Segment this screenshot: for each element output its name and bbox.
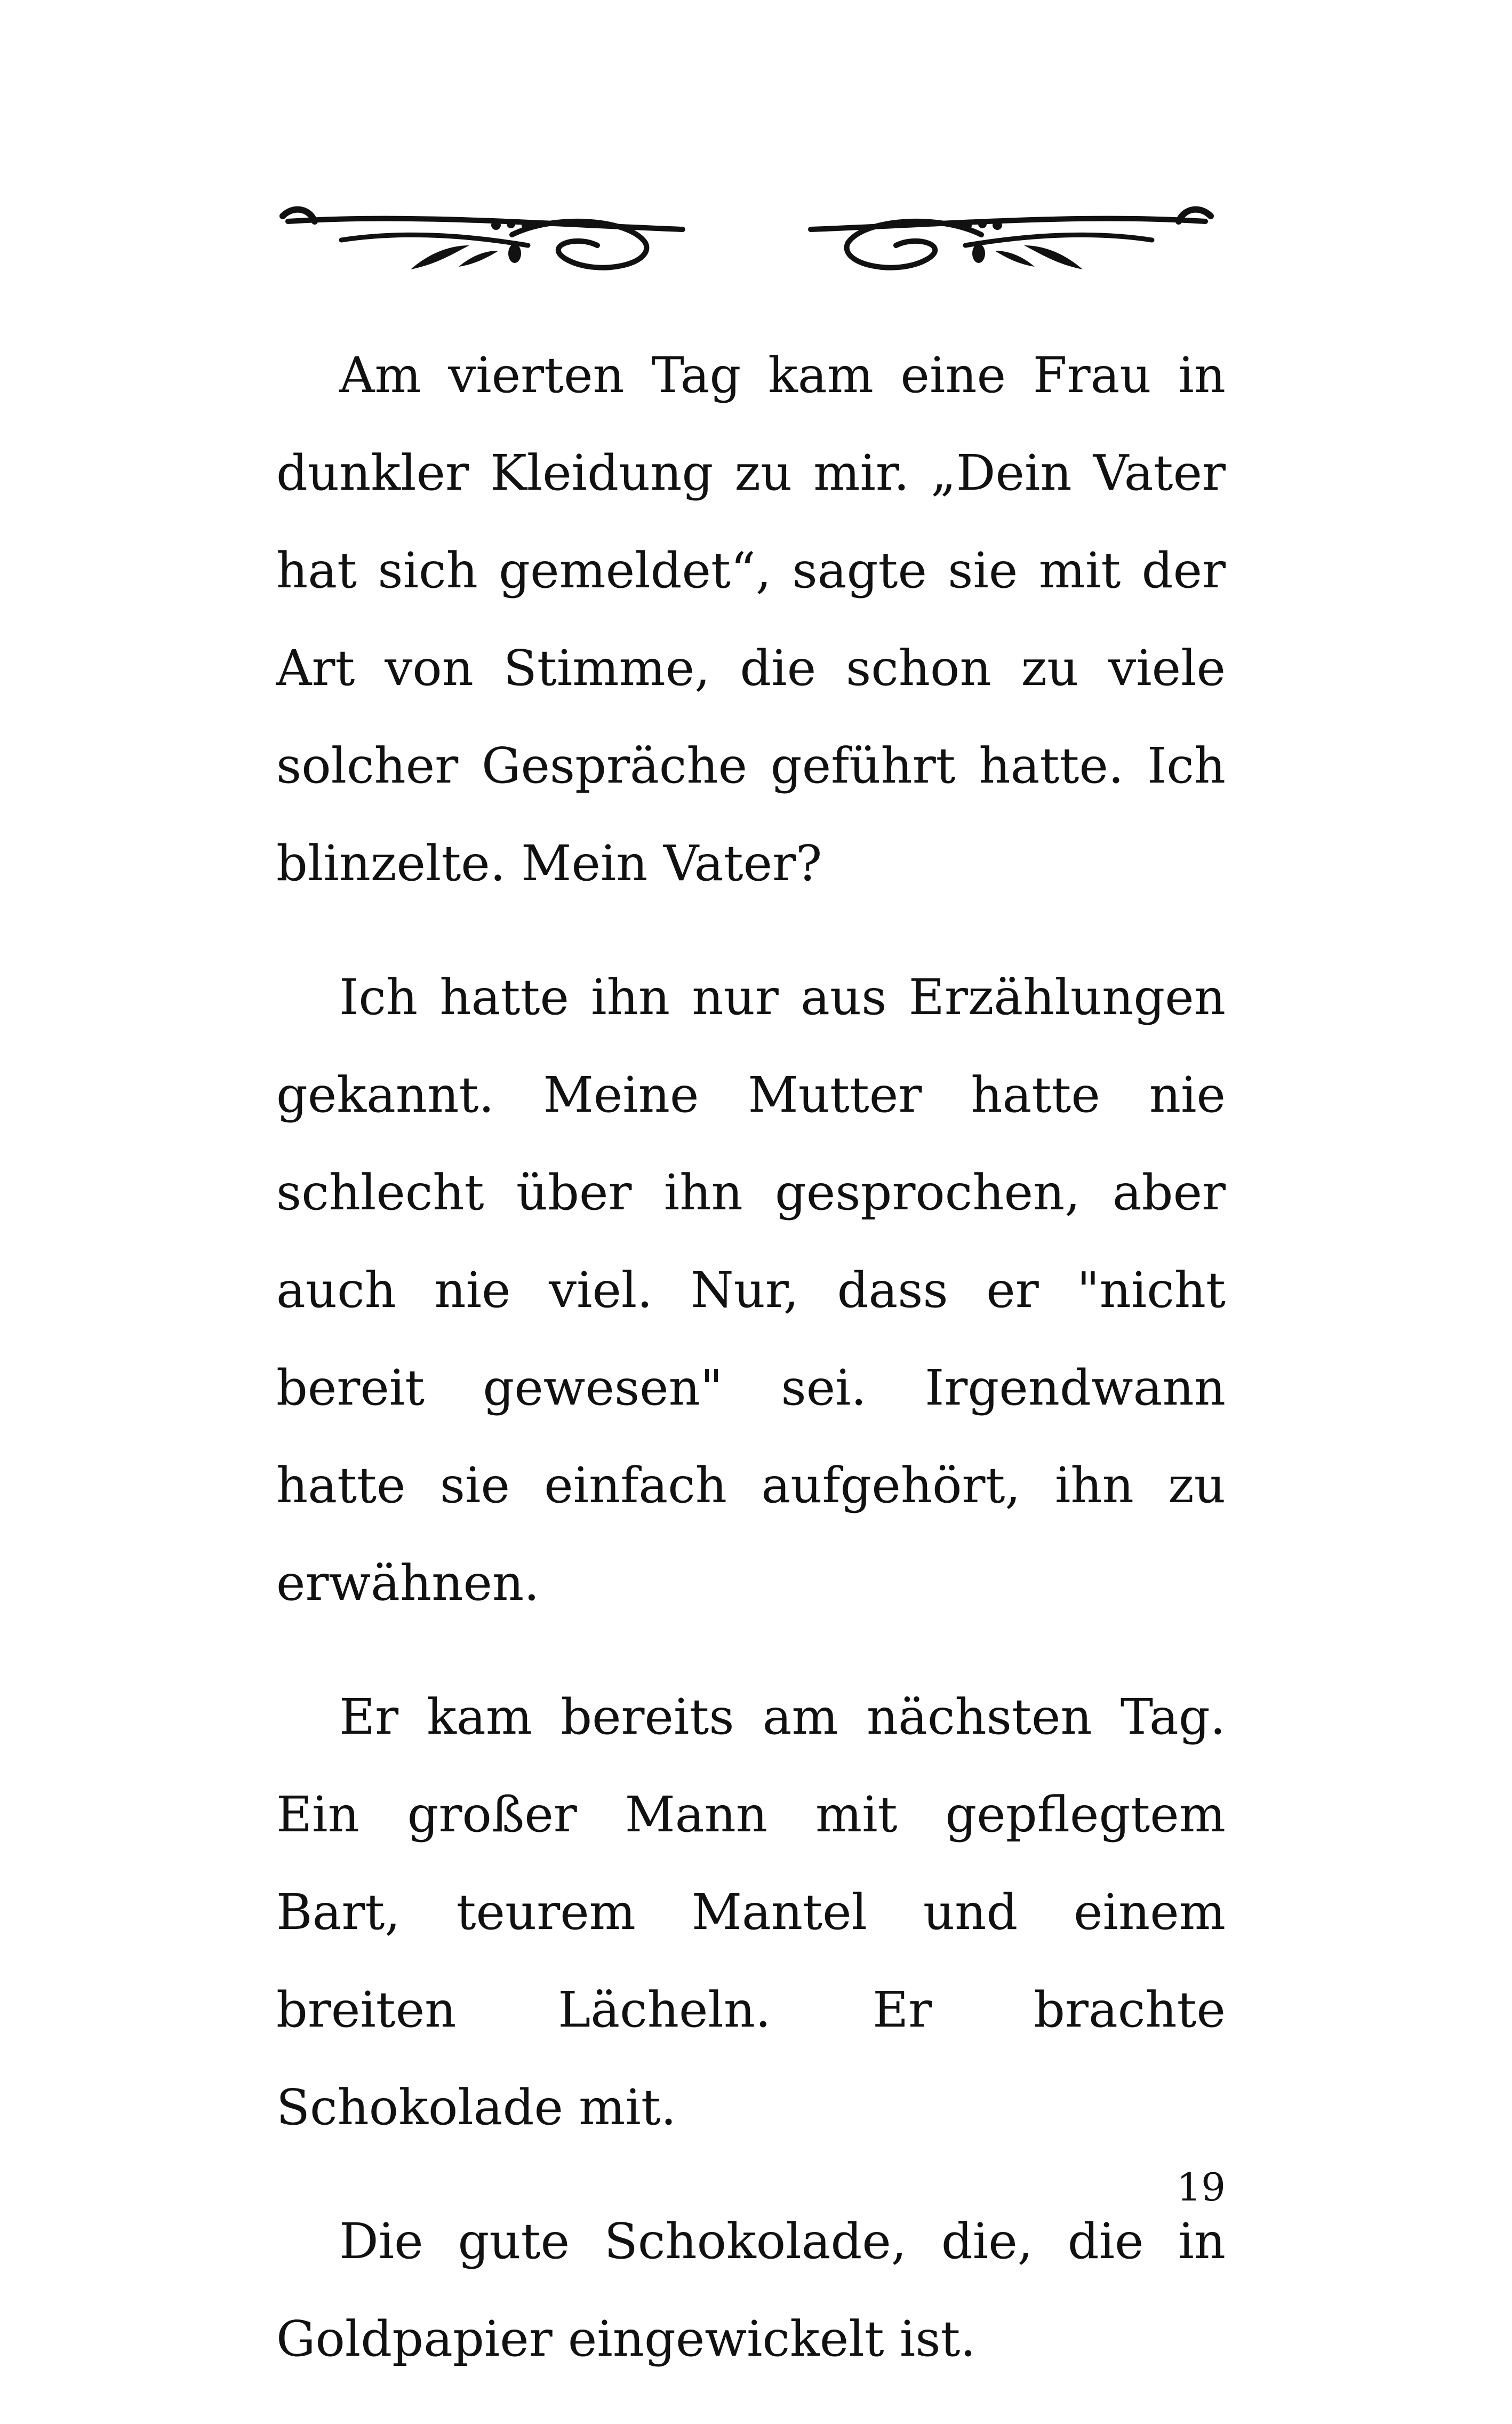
page-number: 19 bbox=[1177, 2165, 1226, 2210]
body-text bbox=[276, 326, 1226, 2424]
paragraph-1: Am vierten Tag kam eine Frau in dunkler Kleidung zu mir. „Dein Vater hat sich gemeldet“, sagte sie mit der Art von Stimme, die schon zu viele solcher Gespräche geführt hatte. Ich blinzelte. Mein Vater? bbox=[276, 347, 1226, 892]
paragraph-2: Ich hatte ihn nur aus Erzählungen gekannt. Meine Mutter hatte nie schlecht über ihn gesprochen, aber auch nie viel. Nur, dass er "nicht bereit gewesen" sei. Irgendwann hatte sie einfach aufgehört, ihn zu erwähnen. bbox=[276, 969, 1226, 1612]
flourish-divider-icon bbox=[277, 192, 1216, 288]
paragraph-3: Er kam bereits am nächsten Tag. Ein großer Mann mit gepflegtem Bart, teurem Mantel und einem breiten Lächeln. Er brachte Schokolade mit. bbox=[276, 1688, 1226, 2136]
paragraph-4: Die gute Schokolade, die, die in Goldpapier eingewickelt ist. bbox=[276, 2213, 1226, 2367]
